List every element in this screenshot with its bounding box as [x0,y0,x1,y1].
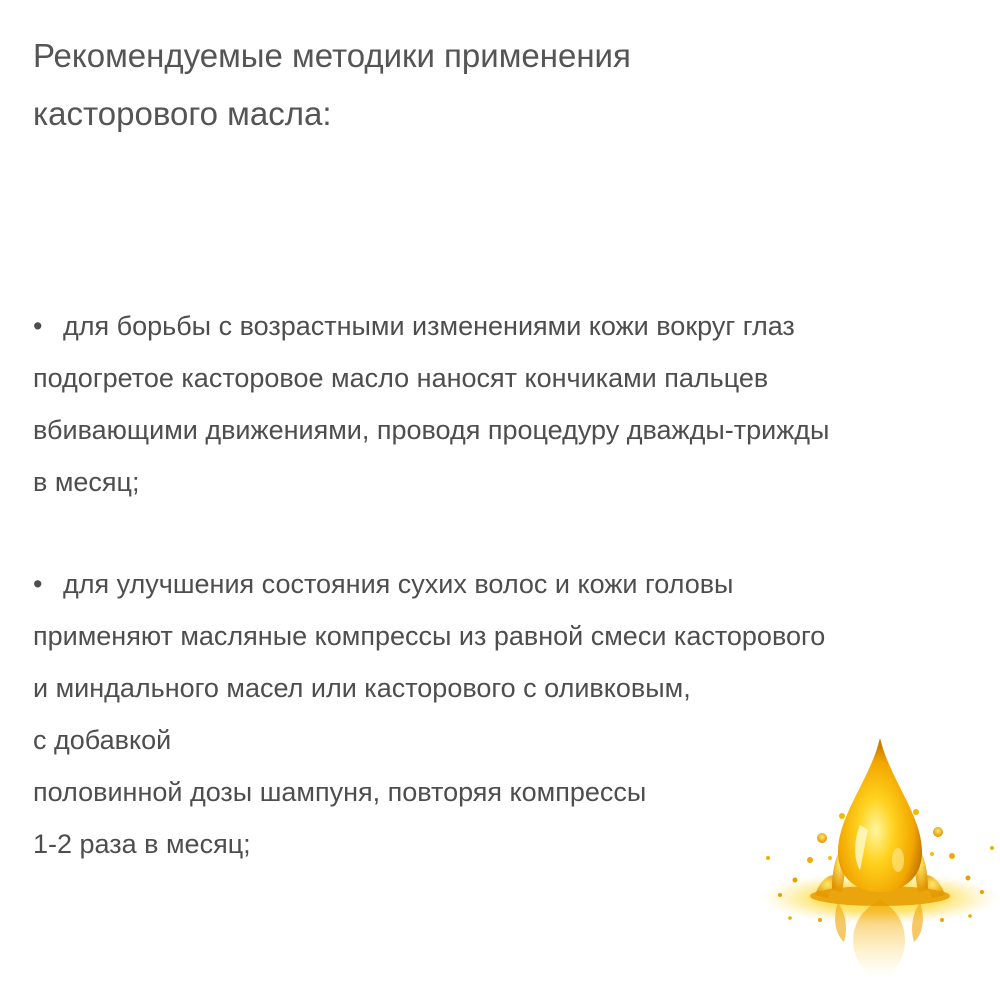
bullet-text-line: и миндального масел или касторового с оливковым, [33,673,691,703]
bullet-first-line [33,300,993,352]
title-line-1: Рекомендуемые методики применения [33,37,631,74]
title-line-2: касторового масла: [33,95,332,132]
bullet-text-line: с добавкой [33,725,172,755]
bullet-marker: • [33,569,43,599]
page-title [33,27,933,143]
bullet-text-line: вбивающими движениями, проводя процедуру дважды-трижды [33,415,830,445]
bullet-text-line: применяют масляные компрессы из равной смеси касторового [33,621,826,651]
bullet-text-line: подогретое касторовое масло наносят кончиками пальцев [33,363,769,393]
bullet-item-eye-skin [33,300,993,508]
bullet-marker: • [33,311,43,341]
bullet-first-line [33,558,993,610]
bullet-text-line: в месяц; [33,467,140,497]
bullet-text-line: половинной дозы шампуня, повторяя компрессы [33,777,647,807]
bullet-text-line: 1-2 раза в месяц; [33,829,251,859]
bullet-text-line: для улучшения состояния сухих волос и кожи головы [63,569,734,599]
bullet-text-line: для борьбы с возрастными изменениями кожи вокруг глаз [63,311,795,341]
oil-drop-splash-icon [720,720,1000,1000]
